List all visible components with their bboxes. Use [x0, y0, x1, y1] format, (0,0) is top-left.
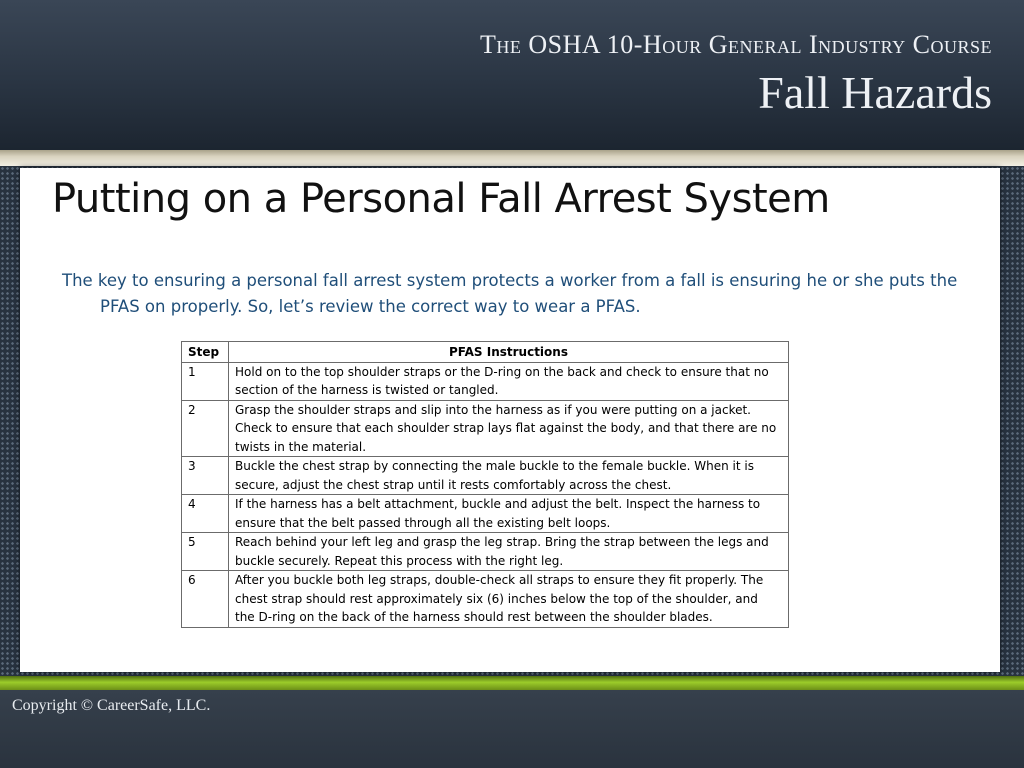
- step-instruction: Buckle the chest strap by connecting the male buckle to the female buckle. When it is secure, adjust the chest strap until it rests comfortably across the chest.: [229, 457, 789, 495]
- course-title: The OSHA 10-Hour General Industry Course: [480, 30, 992, 59]
- step-number: 2: [182, 400, 229, 457]
- slide-title: Putting on a Personal Fall Arrest System: [52, 176, 830, 222]
- table-row: [182, 495, 789, 533]
- step-instruction: If the harness has a belt attachment, buckle and adjust the belt. Inspect the harness to ensure that the belt passed through all the existing belt loops.: [229, 495, 789, 533]
- table-row: [182, 400, 789, 457]
- step-number: 5: [182, 533, 229, 571]
- step-number: 1: [182, 362, 229, 400]
- table-header-row: [182, 342, 789, 363]
- step-number: 6: [182, 571, 229, 628]
- footer-accent-band: [0, 676, 1024, 690]
- instructions-column-header: PFAS Instructions: [229, 342, 789, 363]
- intro-paragraph: The key to ensuring a personal fall arrest system protects a worker from a fall is ensuring he or she puts the PFAS on properly. So, let’s review the correct way to wear a PFAS.: [62, 271, 958, 316]
- table-row: [182, 457, 789, 495]
- header-bar: [0, 0, 1024, 152]
- table-row: [182, 571, 789, 628]
- copyright-notice: Copyright © CareerSafe, LLC.: [12, 697, 211, 714]
- step-instruction: Grasp the shoulder straps and slip into the harness as if you were putting on a jacket. Check to ensure that each shoulder strap lays flat against the body, and that there are no twists in the material.: [229, 400, 789, 457]
- step-number: 4: [182, 495, 229, 533]
- step-instruction: After you buckle both leg straps, double-check all straps to ensure they fit properly. The chest strap should rest approximately six (6) inches below the top of the shoulder, and the D-ring on the back of the harness should rest between the shoulder blades.: [229, 571, 789, 628]
- module-title: Fall Hazards: [758, 67, 992, 118]
- table-row: [182, 362, 789, 400]
- step-instruction: Hold on to the top shoulder straps or the D-ring on the back and check to ensure that no section of the harness is twisted or tangled.: [229, 362, 789, 400]
- step-number: 3: [182, 457, 229, 495]
- step-column-header: Step: [182, 342, 229, 363]
- table-row: [182, 533, 789, 571]
- step-instruction: Reach behind your left leg and grasp the leg strap. Bring the strap between the legs and buckle securely. Repeat this process with the right leg.: [229, 533, 789, 571]
- pfas-instructions-table: [181, 341, 789, 628]
- header-separator: [0, 150, 1024, 166]
